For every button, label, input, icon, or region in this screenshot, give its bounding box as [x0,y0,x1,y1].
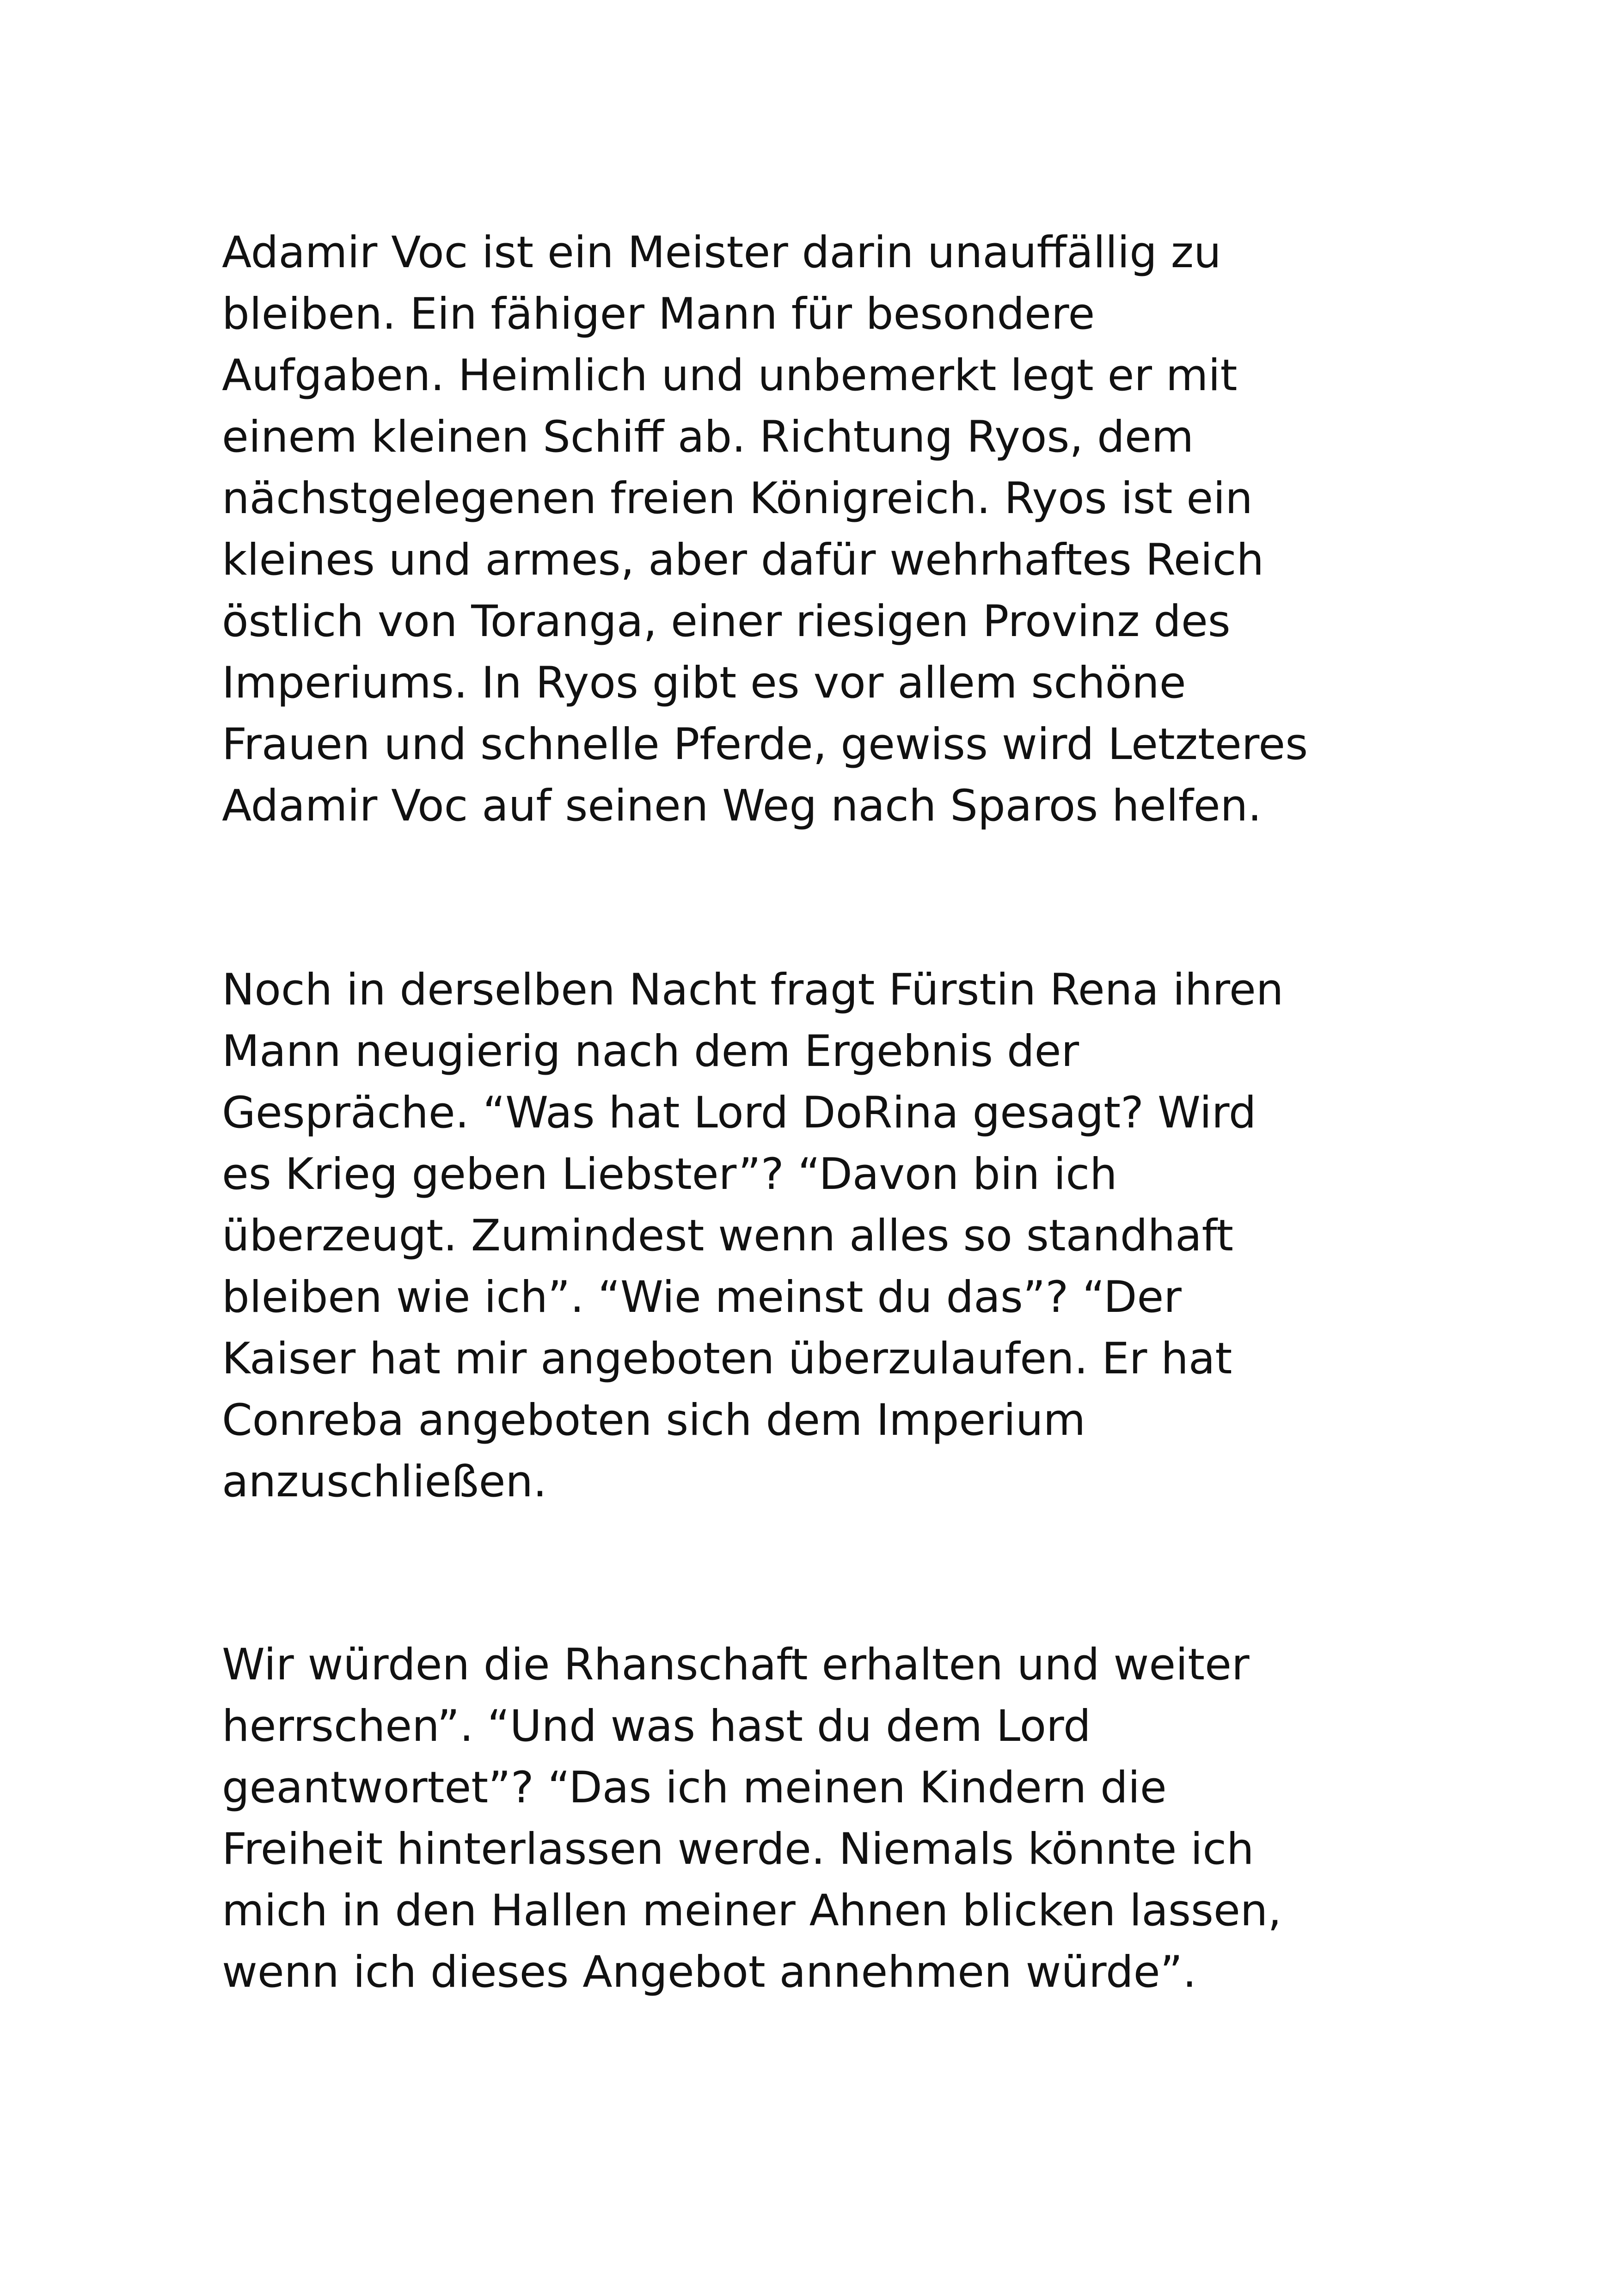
paragraph-3 [222,1634,1378,2003]
text-line: östlich von Toranga, einer riesigen Provinz des [222,596,1231,647]
text-line: Gespräche. “Was hat Lord DoRina gesagt? Wird [222,1088,1256,1138]
text-line: Freiheit hinterlassen werde. Niemals könnte ich [222,1824,1254,1874]
text-line: es Krieg geben Liebster”? “Davon bin ich [222,1149,1117,1200]
text-line: kleines und armes, aber dafür wehrhaftes Reich [222,535,1264,585]
text-line: geantwortet”? “Das ich meinen Kindern die [222,1763,1167,1813]
text-line: Kaiser hat mir angeboten überzulaufen. Er hat [222,1334,1232,1384]
text-line: nächstgelegenen freien Königreich. Ryos ist ein [222,473,1253,524]
text-line: Adamir Voc ist ein Meister darin unauffällig zu [222,227,1221,278]
text-line: einem kleinen Schiff ab. Richtung Ryos, dem [222,412,1194,462]
text-line: Frauen und schnelle Pferde, gewiss wird Letzteres [222,719,1308,770]
text-line: überzeugt. Zumindest wenn alles so standhaft [222,1211,1233,1261]
paragraph-1 [222,222,1378,837]
text-line: anzuschließen. [222,1457,547,1507]
text-line: Mann neugierig nach dem Ergebnis der [222,1026,1079,1077]
text-line: herrschen”. “Und was hast du dem Lord [222,1701,1091,1751]
text-line: Imperiums. In Ryos gibt es vor allem schöne [222,658,1186,708]
text-line: Wir würden die Rhanschaft erhalten und weiter [222,1640,1250,1690]
text-line: Adamir Voc auf seinen Weg nach Sparos helfen. [222,781,1262,831]
text-line: mich in den Hallen meiner Ahnen blicken lassen, [222,1886,1282,1936]
text-line: Conreba angeboten sich dem Imperium [222,1395,1086,1445]
text-line: bleiben wie ich”. “Wie meinst du das”? “Der [222,1272,1182,1322]
paragraph-2 [222,959,1378,1512]
text-line: wenn ich dieses Angebot annehmen würde”. [222,1947,1197,1997]
text-line: Aufgaben. Heimlich und unbemerkt legt er mit [222,350,1238,401]
text-line: Noch in derselben Nacht fragt Fürstin Rena ihren [222,965,1284,1015]
text-line: bleiben. Ein fähiger Mann für besondere [222,289,1095,339]
